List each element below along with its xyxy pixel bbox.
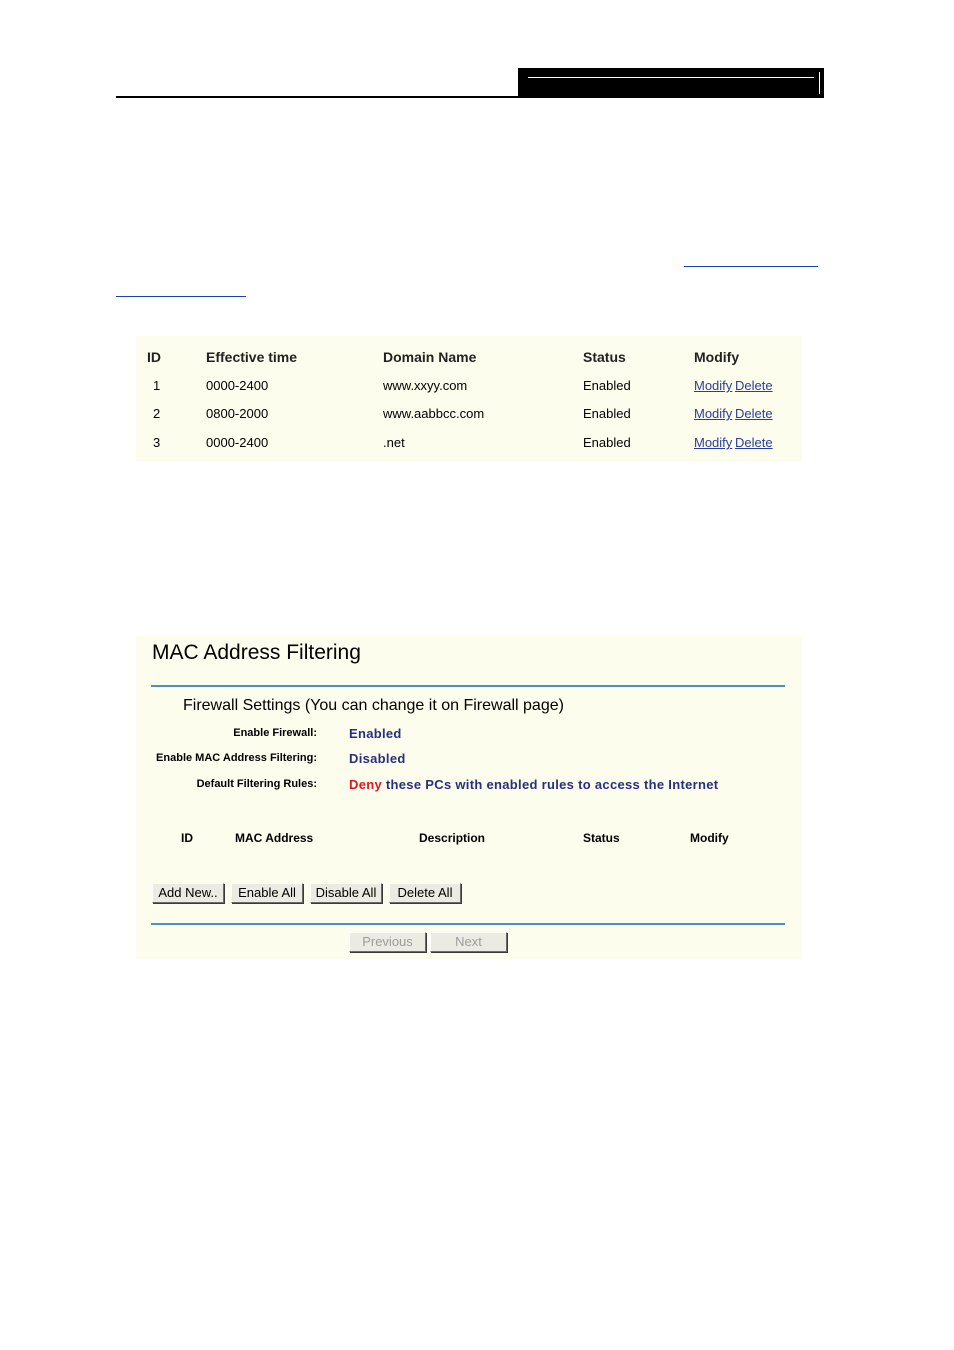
enable-mac-filtering-label: Enable MAC Address Filtering: [156,752,317,764]
header-block-line [528,77,814,78]
modify-link[interactable]: Modify [694,435,733,450]
domain-filter-table-panel [136,336,802,462]
mac-filtering-panel [136,636,802,959]
header-block [518,68,824,98]
row-time: 0800-2000 [206,406,269,421]
default-filtering-rules-value [349,777,718,792]
col-effective-time: Effective time [206,349,298,365]
row-status: Enabled [583,435,631,450]
header-block-tick [819,72,820,94]
delete-all-button[interactable]: Delete All [389,883,461,903]
cross-reference-link-underline[interactable] [684,266,818,267]
col-id: ID [147,349,161,365]
modify-link[interactable]: Modify [694,378,733,393]
rule-description: these PCs with enabled rules to access the Internet [382,777,719,792]
enable-mac-filtering-value: Disabled [349,751,406,766]
row-domain: www.aabbcc.com [383,406,485,421]
enable-all-button[interactable]: Enable All [231,883,303,903]
col-domain-name: Domain Name [383,349,477,365]
previous-button[interactable]: Previous [349,932,426,952]
modify-link[interactable]: Modify [694,406,733,421]
next-button[interactable]: Next [430,932,507,952]
row-domain: www.xxyy.com [383,378,468,393]
col-id: ID [181,831,193,845]
disable-all-button[interactable]: Disable All [310,883,382,903]
add-new-button[interactable]: Add New.. [152,883,224,903]
deny-keyword: Deny [349,777,382,792]
col-modify: Modify [690,831,729,845]
title-divider [151,685,785,687]
firewall-settings-heading: Firewall Settings (You can change it on Firewall page) [183,697,564,714]
default-filtering-rules-label: Default Filtering Rules: [196,778,317,790]
row-id: 3 [153,435,161,450]
delete-link[interactable]: Delete [735,378,773,393]
col-mac-address: MAC Address [235,831,314,845]
cross-reference-link-underline-continued[interactable] [116,296,246,297]
row-time: 0000-2400 [206,378,269,393]
delete-link[interactable]: Delete [735,435,773,450]
col-modify: Modify [694,349,740,365]
col-status: Status [583,831,620,845]
row-status: Enabled [583,378,631,393]
col-status: Status [583,349,626,365]
enable-firewall-label: Enable Firewall: [233,727,317,739]
row-id: 1 [153,378,161,393]
row-time: 0000-2400 [206,435,269,450]
footer-divider [151,923,785,925]
row-domain: .net [383,435,405,450]
row-status: Enabled [583,406,631,421]
delete-link[interactable]: Delete [735,406,773,421]
enable-firewall-value: Enabled [349,726,402,741]
page-title: MAC Address Filtering [152,641,361,664]
row-id: 2 [153,406,161,421]
col-description: Description [419,831,486,845]
